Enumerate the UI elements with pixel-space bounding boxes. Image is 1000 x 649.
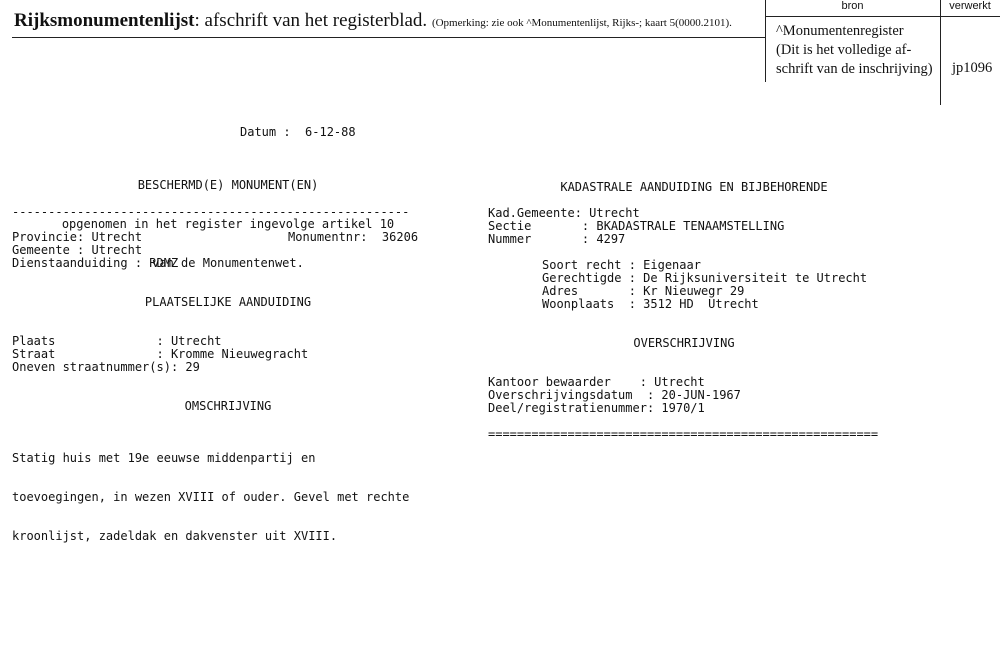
sectie-line: Sectie : B <box>488 219 604 233</box>
title-bold: Rijksmonumentenlijst <box>14 10 195 31</box>
dienst-line: Dienstaanduiding : RDMZ <box>12 256 179 270</box>
kantoor-line: Kantoor bewaarder : Utrecht <box>488 375 705 389</box>
source-line: schrift van de inschrijving) <box>776 61 933 77</box>
description <box>12 426 409 556</box>
source-col-bron: bron <box>841 0 864 12</box>
description-line: toevoegingen, in wezen XVIII of ouder. Gevel met rechte <box>12 490 410 504</box>
soort-recht-line: Soort recht : Eigenaar <box>542 258 701 272</box>
source-col-verwerkt: verwerkt <box>949 0 991 12</box>
straat-line: Straat : Kromme Nieuwegracht <box>12 347 309 361</box>
plaats-line: Plaats : Utrecht <box>12 334 222 348</box>
plaatselijk-heading: PLAATSELIJKE AANDUIDING <box>144 295 312 309</box>
source-box-header-line <box>765 16 1000 17</box>
woonplaats-line: Woonplaats : 3512 HD Utrecht <box>542 297 759 311</box>
omschrijving-heading: OMSCHRIJVING <box>184 399 272 413</box>
deel-line: Deel/registratienummer: 1970/1 <box>488 401 705 415</box>
source-box-left-line <box>765 0 766 82</box>
equals-rule: ====================================================== <box>488 427 879 441</box>
kadastraal-title-line1: KADASTRALE AANDUIDING EN BIJBEHORENDE <box>560 180 828 194</box>
kad-gemeente-line: Kad.Gemeente: Utrecht <box>488 206 640 220</box>
source-code: jp1096 <box>952 60 993 76</box>
datum-line: Datum : 6-12-88 <box>240 125 356 139</box>
monument-title-line3: van de Monumentenwet. <box>152 256 304 270</box>
monument-title-line1: BESCHERMD(E) MONUMENT(EN) <box>137 178 319 192</box>
oneven-line: Oneven straatnummer(s): 29 <box>12 360 200 374</box>
source-line: (Dit is het volledige af- <box>776 42 912 58</box>
nummer-line: Nummer : 4297 <box>488 232 626 246</box>
overschrijvingsdatum-line: Overschrijvingsdatum : 20-JUN-1967 <box>488 388 741 402</box>
gerechtigde-line: Gerechtigde : De Rijksuniversiteit te Utrecht <box>542 271 868 285</box>
title-note: (Opmerking: zie ook ^Monumentenlijst, Rijks-; kaart 5(0000.2101). <box>431 17 732 29</box>
gemeente-line: Gemeente : Utrecht <box>12 243 143 257</box>
provincie-line: Provincie: Utrecht <box>12 230 143 244</box>
description-line: kroonlijst, zadeldak en dakvenster uit XVIII. <box>12 529 338 543</box>
monumentnr-line: Monumentnr: 36206 <box>288 230 419 244</box>
kadastraal-title-line2: KADASTRALE TENAAMSTELLING <box>603 219 785 233</box>
title-rest: : afschrift van het registerblad. <box>194 10 428 31</box>
header-rule <box>12 37 765 38</box>
dash-rule: ------------------------------------------------------- <box>12 205 410 219</box>
monument-title-line2: opgenomen in het register ingevolge artikel 10 <box>61 217 395 231</box>
overschrijving-heading: OVERSCHRIJVING <box>633 336 735 350</box>
source-line: ^Monumentenregister <box>776 23 904 39</box>
adres-line: Adres : Kr Nieuwegr 29 <box>542 284 745 298</box>
source-text <box>776 22 933 79</box>
description-line: Statig huis met 19e eeuwse middenpartij en <box>12 451 316 465</box>
document-title <box>14 10 732 32</box>
